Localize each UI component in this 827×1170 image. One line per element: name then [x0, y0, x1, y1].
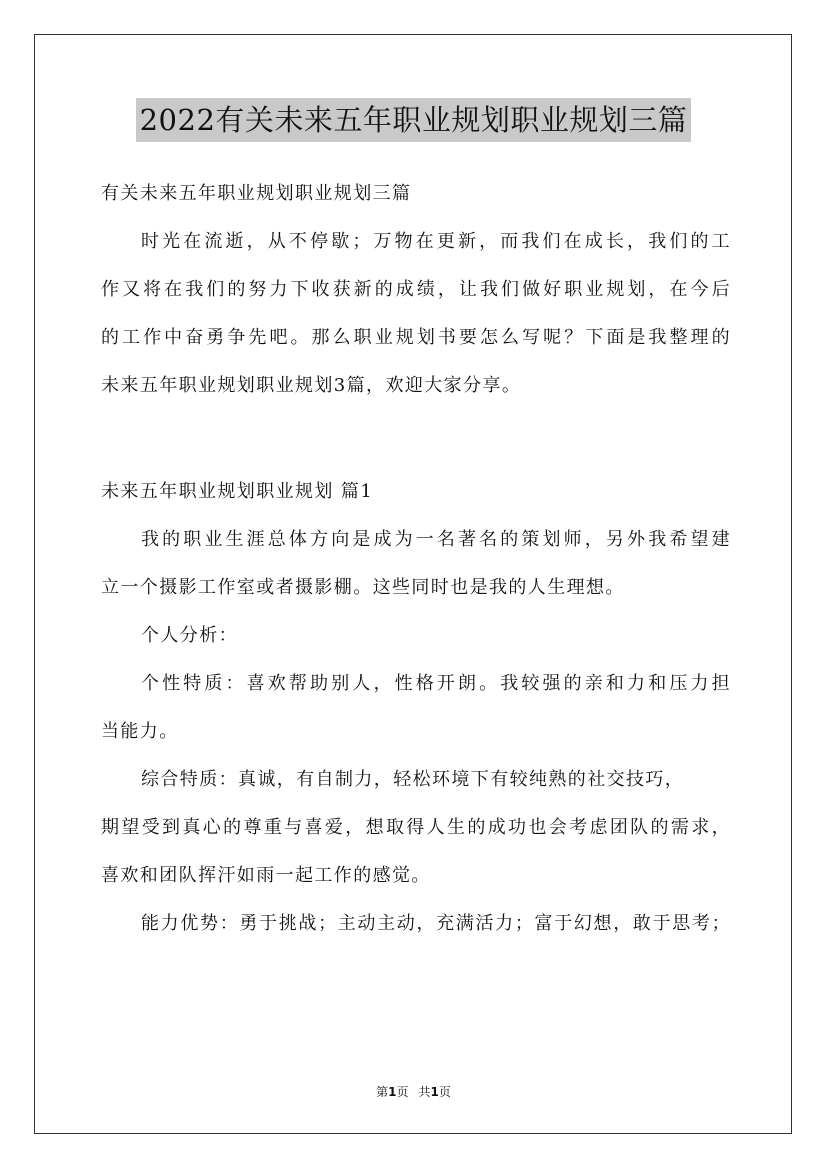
- page-number: 1: [388, 1085, 397, 1099]
- section-line-8: 喜欢和团队挥汗如雨一起工作的感觉。: [101, 865, 431, 886]
- section-line-1: 我的职业生涯总体方向是成为一名著名的策划师，另外我希望建: [141, 529, 731, 550]
- section-line-6: 综合特质：真诚，有自制力，轻松环境下有较纯熟的社交技巧，: [141, 769, 685, 790]
- document-title-container: [0, 98, 827, 142]
- document-body: [101, 170, 731, 948]
- intro-line-3: 的工作中奋勇争先吧。那么职业规划书要怎么写呢？下面是我整理的: [101, 327, 731, 348]
- section-line-4: 个性特质：喜欢帮助别人，性格开朗。我较强的亲和力和压力担: [141, 673, 731, 694]
- section-line-7: 期望受到真心的尊重与喜爱，想取得人生的成功也会考虑团队的需求，: [101, 817, 731, 838]
- intro-line-4: 未来五年职业规划职业规划3篇，欢迎大家分享。: [101, 375, 522, 396]
- page-suffix: 页: [396, 1085, 409, 1099]
- intro-line-1: 时光在流逝，从不停歇；万物在更新，而我们在成长，我们的工: [141, 231, 731, 252]
- page-footer: [0, 1084, 827, 1100]
- total-prefix: 共: [418, 1085, 431, 1099]
- page-prefix: 第: [376, 1085, 389, 1099]
- total-suffix: 页: [438, 1085, 451, 1099]
- page-total: 1: [430, 1085, 439, 1099]
- section-line-5: 当能力。: [101, 721, 179, 742]
- intro-line-2: 作又将在我们的努力下收获新的成绩，让我们做好职业规划，在今后: [101, 279, 731, 300]
- document-title: 2022有关未来五年职业规划职业规划三篇: [136, 98, 692, 142]
- section-line-3: 个人分析：: [141, 625, 238, 646]
- section-heading: 未来五年职业规划职业规划 篇1: [101, 481, 374, 502]
- section-line-2: 立一个摄影工作室或者摄影棚。这些同时也是我的人生理想。: [101, 577, 625, 598]
- document-subtitle: 有关未来五年职业规划职业规划三篇: [101, 183, 412, 204]
- section-line-9: 能力优势：勇于挑战；主动主动，充满活力；富于幻想，敢于思考；: [141, 913, 731, 934]
- section-spacer: [101, 410, 731, 468]
